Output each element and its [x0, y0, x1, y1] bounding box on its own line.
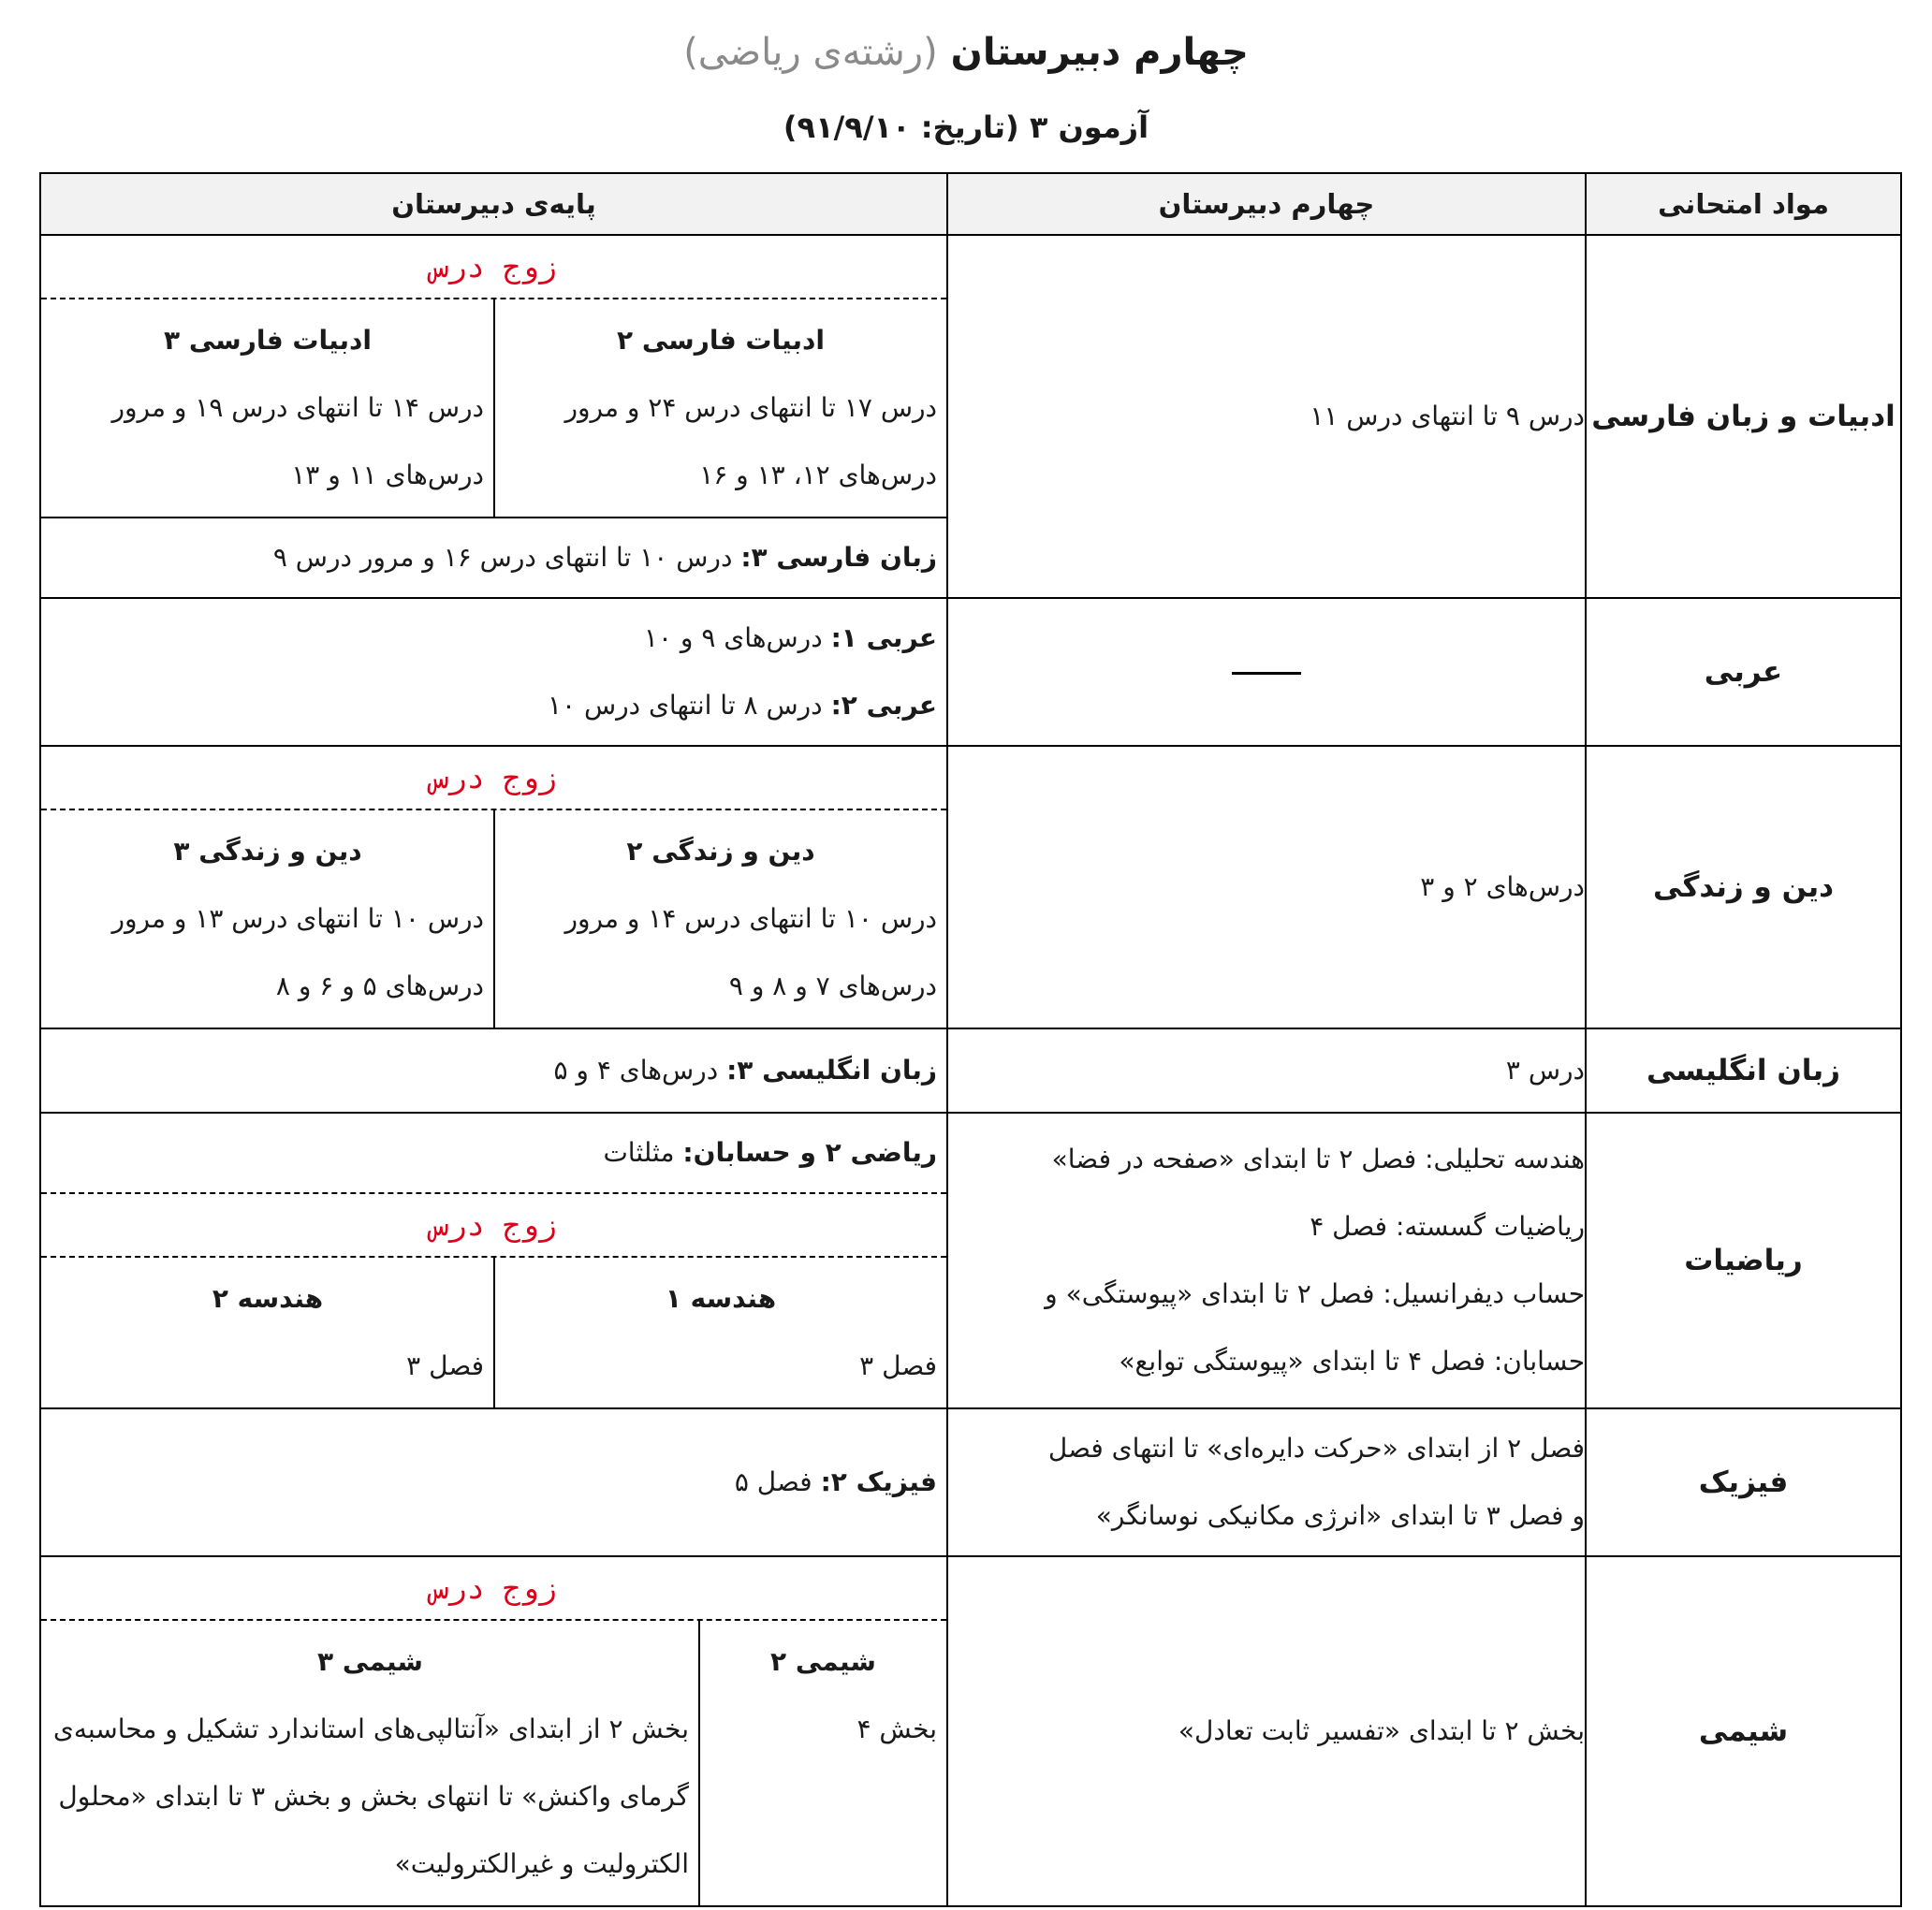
subject-religion: دین و زندگی — [1586, 746, 1901, 1028]
pair-label: زوج درس — [41, 1557, 946, 1621]
english-line — [41, 1031, 946, 1110]
base-math — [40, 1113, 947, 1408]
course-title: شیمی ۳ — [317, 1646, 423, 1677]
subject-chemistry: شیمی — [1586, 1556, 1901, 1906]
course-text: مثلثات — [603, 1137, 683, 1168]
physics-line: فصل ۲ از ابتدای «حرکت دایره‌ای» تا انتهای فصل — [1047, 1433, 1585, 1464]
course-label: فیزیک ۲: — [820, 1466, 937, 1497]
extra-text: درس ۱۰ تا انتهای درس ۱۶ و مرور درس ۹ — [272, 542, 741, 573]
pair-col-a — [700, 1621, 946, 1905]
arabic-lines — [41, 599, 946, 745]
grade4-physics — [947, 1408, 1586, 1556]
course-text: درس ۱۷ تا انتهای درس ۲۴ و مرور درس‌های ۱۲، ۱۳ و ۱۶ — [564, 392, 937, 490]
header-base: پایه‌ی دبیرستان — [40, 173, 947, 235]
pair-split — [41, 810, 946, 1028]
course-label: زبان انگلیسی ۳: — [726, 1055, 937, 1086]
subject-english: زبان انگلیسی — [1586, 1028, 1901, 1113]
pair-split — [41, 299, 946, 517]
course-title: هندسه ۱ — [665, 1283, 777, 1314]
course-label: ریاضی ۲ و حسابان: — [682, 1137, 937, 1168]
table-row — [40, 1028, 1901, 1113]
base-arabic — [40, 598, 947, 746]
course-label: عربی ۲: — [830, 690, 937, 721]
course-text: درس‌های ۹ و ۱۰ — [643, 622, 831, 653]
grade4-english: درس ۳ — [947, 1028, 1586, 1113]
course-text: فصل ۵ — [734, 1466, 821, 1497]
math-line: حسابان: فصل ۴ تا ابتدای «پیوستگی توابع» — [1119, 1346, 1585, 1377]
table-row — [40, 1408, 1901, 1556]
pair-label: زوج درس — [41, 747, 946, 810]
pair-label: زوج درس — [41, 236, 946, 299]
base-religion — [40, 746, 947, 1028]
pair-col-a — [495, 299, 946, 517]
subject-arabic: عربی — [1586, 598, 1901, 746]
grade4-persian: درس ۹ تا انتهای درس ۱۱ — [947, 235, 1586, 598]
course-text: فصل ۳ — [859, 1350, 937, 1381]
page-title — [0, 26, 1932, 79]
pair-split — [41, 1258, 946, 1407]
course-title: ادبیات فارسی ۳ — [164, 325, 372, 356]
table-row — [40, 1113, 1901, 1408]
exam-subtitle: آزمون ۳ (تاریخ: ۹۱/۹/۱۰) — [783, 109, 1149, 145]
math-line: ریاضیات گسسته: فصل ۴ — [1310, 1211, 1585, 1242]
course-text: فصل ۳ — [406, 1350, 484, 1381]
course-title: ادبیات فارسی ۲ — [617, 325, 825, 356]
pair-col-a — [495, 810, 946, 1028]
base-chemistry — [40, 1556, 947, 1906]
subject-math: ریاضیات — [1586, 1113, 1901, 1408]
grade4-chemistry: بخش ۲ تا ابتدای «تفسیر ثابت تعادل» — [947, 1556, 1586, 1906]
grade4-math — [947, 1113, 1586, 1408]
header-grade4: چهارم دبیرستان — [947, 173, 1586, 235]
header-subjects: مواد امتحانی — [1586, 173, 1901, 235]
course-text: درس ۱۰ تا انتهای درس ۱۴ و مرور درس‌های ۷ و ۸ و ۹ — [564, 903, 937, 1001]
table-header-row — [40, 173, 1901, 235]
pair-col-b — [42, 1258, 495, 1407]
title-sub: (رشته‌ی ریاضی) — [683, 31, 938, 74]
base-physics — [40, 1408, 947, 1556]
course-text: بخش ۴ — [856, 1713, 937, 1744]
course-label: عربی ۱: — [830, 622, 937, 653]
grade4-religion: درس‌های ۲ و ۳ — [947, 746, 1586, 1028]
course-title: دین و زندگی ۲ — [626, 836, 815, 867]
table-row — [40, 235, 1901, 598]
pair-col-b — [42, 299, 495, 517]
math-top — [41, 1114, 946, 1192]
extra-course — [41, 517, 946, 597]
subject-persian: ادبیات و زبان فارسی — [1586, 235, 1901, 598]
pair-split — [41, 1621, 946, 1905]
empty-dash — [1232, 672, 1301, 675]
course-title: دین و زندگی ۳ — [173, 836, 362, 867]
pair-col-b — [42, 1621, 700, 1905]
base-english — [40, 1028, 947, 1113]
course-text: درس ۸ تا انتهای درس ۱۰ — [547, 690, 831, 721]
course-text: درس‌های ۴ و ۵ — [553, 1055, 727, 1086]
physics-line — [41, 1443, 946, 1522]
math-line: هندسه تحلیلی: فصل ۲ تا ابتدای «صفحه در فضا» — [1051, 1144, 1585, 1174]
pair-label: زوج درس — [41, 1192, 946, 1258]
base-persian — [40, 235, 947, 598]
table-row — [40, 598, 1901, 746]
extra-label: زبان فارسی ۳: — [740, 542, 937, 573]
physics-line: و فصل ۳ تا ابتدای «انرژی مکانیکی نوسانگر» — [1095, 1500, 1585, 1531]
grade4-arabic — [947, 598, 1586, 746]
table-row — [40, 746, 1901, 1028]
course-text: بخش ۲ از ابتدای «آنتالپی‌های استاندارد تشکیل و محاسبه‌ی گرمای واکنش» تا انتهای بخش و بخش ۳ تا ابتدای «محلول الکترولیت و غیرالکترولیت» — [52, 1713, 689, 1879]
pair-col-a — [495, 1258, 946, 1407]
course-title: شیمی ۲ — [770, 1646, 876, 1677]
course-text: درس ۱۴ تا انتهای درس ۱۹ و مرور درس‌های ۱۱ و ۱۳ — [111, 392, 484, 490]
course-text: درس ۱۰ تا انتهای درس ۱۳ و مرور درس‌های ۵ و ۶ و ۸ — [111, 903, 484, 1001]
pair-col-b — [42, 810, 495, 1028]
subject-physics: فیزیک — [1586, 1408, 1901, 1556]
syllabus-table — [39, 172, 1902, 1907]
course-title: هندسه ۲ — [212, 1283, 324, 1314]
table-row — [40, 1556, 1901, 1906]
math-line: حساب دیفرانسیل: فصل ۲ تا ابتدای «پیوستگی» و — [1045, 1278, 1585, 1309]
title-main: چهارم دبیرستان — [950, 31, 1249, 74]
